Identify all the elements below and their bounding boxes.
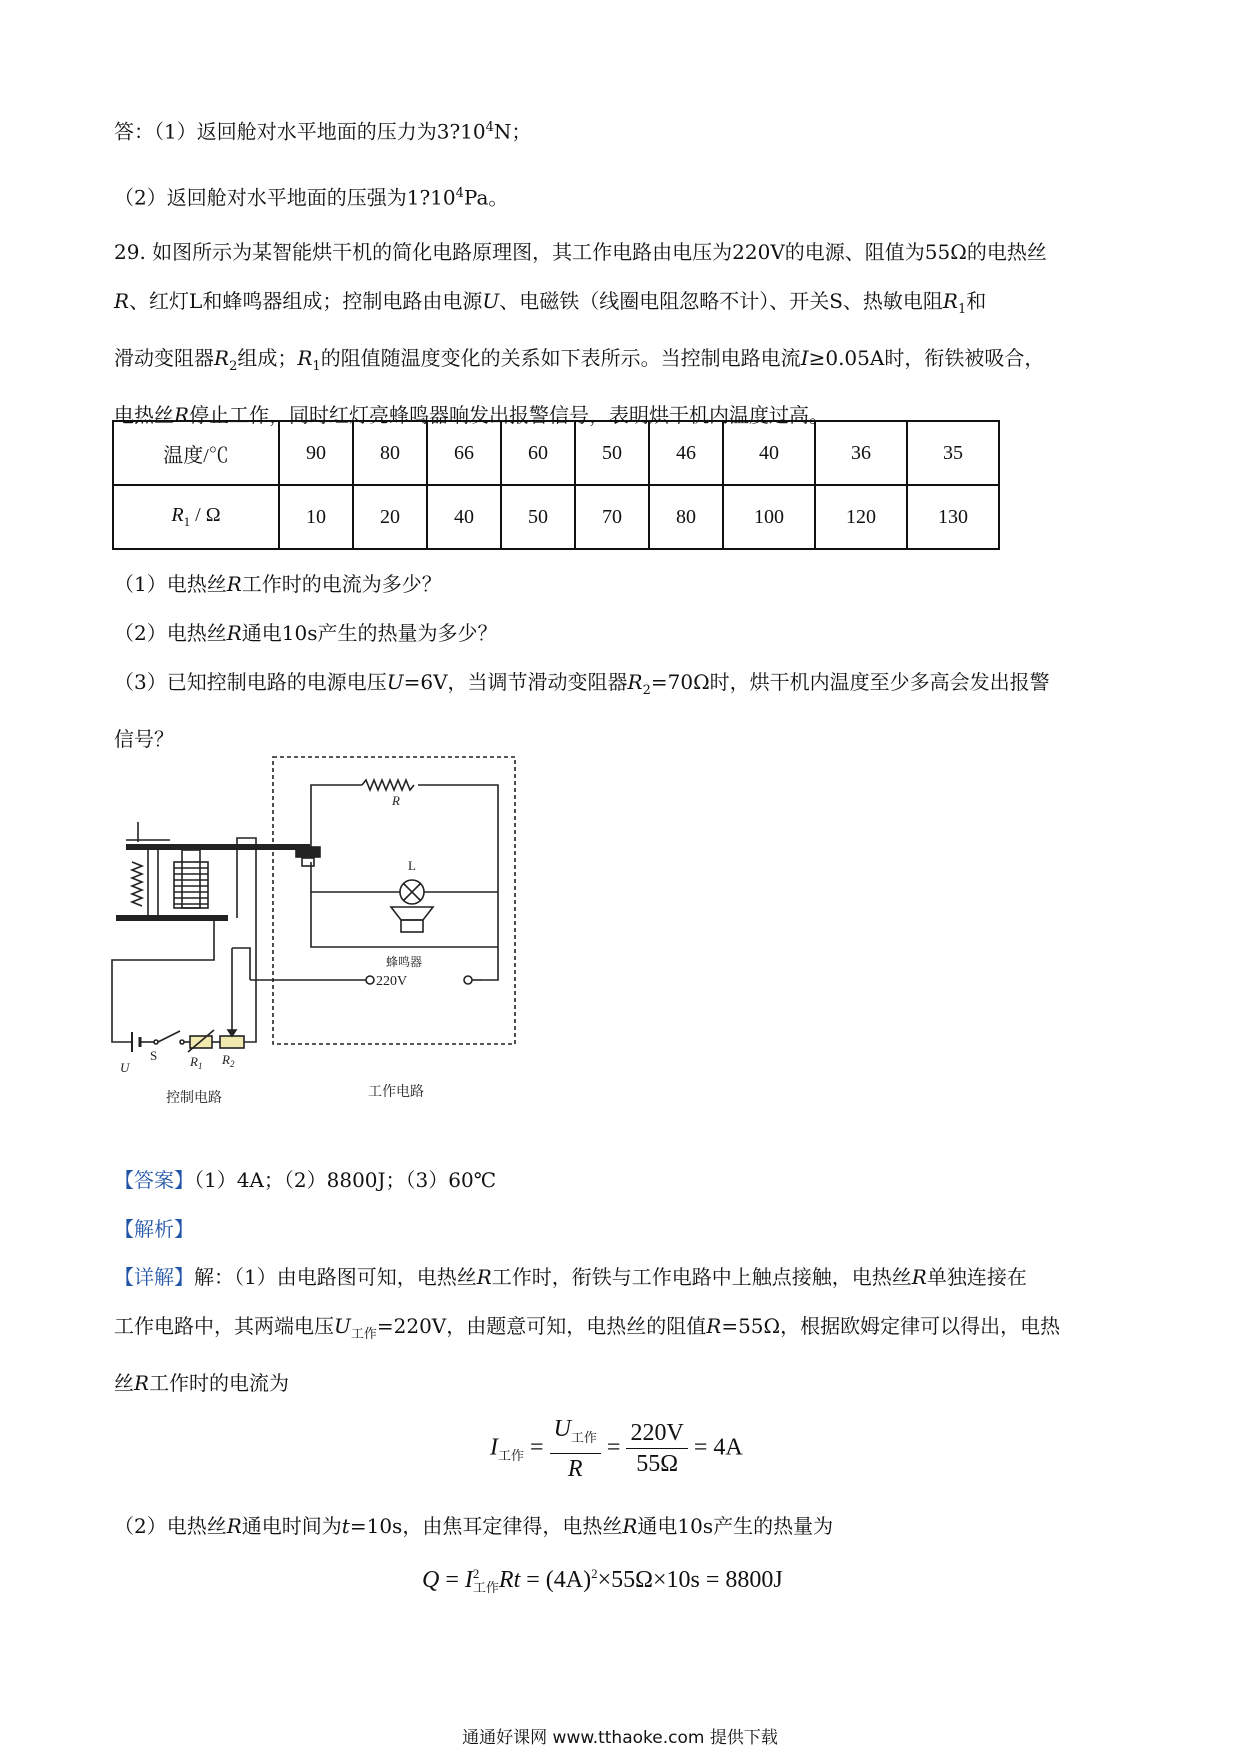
caption-control-circuit: 控制电路 [166,1090,222,1106]
label-u: U [120,1060,130,1075]
answer-tag: 【答案】 [114,1168,194,1192]
table-cell: 10 [279,485,353,549]
question-line-1: 29. 如图所示为某智能烘干机的简化电路原理图，其工作电路由电压为220V的电源、阻值为55Ω的电热丝 [114,240,1047,264]
table-cell: 50 [575,421,649,485]
label-s: S [150,1048,158,1063]
rheostat-r2-symbol [220,1036,244,1048]
table-cell: 70 [575,485,649,549]
question-line-3: 滑动变阻器$R_2$组成；$R_1$的阻值随温度变化的关系如下表所示。当控制电路电流I≥0.05A时，衔铁被吸合， [114,346,1045,374]
table-cell: 50 [501,485,575,549]
lower-contact [302,858,314,866]
question-29 [114,228,1124,440]
label-r1: $R_1$ [190,1054,203,1071]
resistor-r-symbol [362,780,414,790]
table-row-resistance [113,485,999,549]
label-220v: 220V [376,974,408,989]
detail-tag: 【详解】 [114,1265,194,1289]
analysis-tag: 【解析】 [114,1217,194,1241]
question-line-4: 电热丝R停止工作，同时红灯亮蜂鸣器响发出报警信号，表明烘干机内温度过高。 [114,403,830,427]
resistance-temperature-table [112,420,1000,550]
table-cell: 90 [279,421,353,485]
answer-line: 【答案】（1）4A；（2）8800J；（3）60℃ [114,1168,497,1192]
subquestion-3-cont: 信号？ [114,727,174,751]
prev-answer-2: （2）返回舱对水平地面的压强为$1?10^4Pa$。 [114,185,509,210]
prev-answer-1: 答：（1）返回舱对水平地面的压力为$3?10^4N$； [114,119,532,144]
label-r: R [392,793,400,808]
table-row-temperature [113,421,999,485]
equation-current: $I_{工作}$ = $\frac{U_{工作}}{R}$ = $\frac{220V}{55\Omega}$ = 4A [490,1416,743,1482]
table-cell: 36 [815,421,907,485]
label-r2: $R_2$ [222,1052,235,1069]
detail-part-2: （2）电热丝R通电时间为t=10s，由焦耳定律得，电热丝R通电10s产生的热量为 [114,1514,834,1538]
circuit-diagram [110,750,530,1110]
equation-heat: Q = I 2 工作 $Rt = (4A)^2\times 55\Omega\times 10s = 8800J$ [422,1566,783,1596]
subquestion-3: （3）已知控制电路的电源电压U=6V，当调节滑动变阻器$R_2=70\Omega$时，烘干机内温度至少多高会发出报警 [114,670,1050,698]
table-cell: 130 [907,485,999,549]
table-cell: 40 [723,421,815,485]
table-cell: 100 [723,485,815,549]
table-cell: 66 [427,421,501,485]
detail-paragraph: 【详解】解：（1）由电路图可知，电热丝R工作时，衔铁与工作电路中上触点接触，电热丝R单独连接在 工作电路中，其两端电压$U_{工作}=220V$，由题意可知，电热丝的阻值R=55Ω，根据欧姆定律可以得出，电热 丝R工作时的电流为 [114,1265,1061,1395]
subquestion-1: （1）电热丝R工作时的电流为多少？ [114,572,442,596]
subquestion-2: （2）电热丝R通电10s产生的热量为多少？ [114,621,498,645]
table-cell: 120 [815,485,907,549]
table-cell: 80 [649,485,723,549]
footer-text: 通通好课网 www.tthaoke.com 提供下载 [462,1728,778,1748]
table-header-resistance: $R_1$ / Ω [113,485,279,549]
spring-symbol [132,862,142,906]
caption-work-circuit: 工作电路 [368,1084,424,1100]
table-cell: 80 [353,421,427,485]
table-header-temperature: 温度/℃ [113,421,279,485]
analysis-line [114,1215,194,1243]
question-line-2: R、红灯L和蜂鸣器组成；控制电路由电源U、电磁铁（线圈电阻忽略不计）、开关S、热敏电阻$R_1$和 [114,289,987,317]
label-l: L [408,858,416,873]
table-cell: 35 [907,421,999,485]
table-cell: 60 [501,421,575,485]
subquestions [114,560,1124,764]
switch-s-symbol [158,1031,180,1042]
table-cell: 20 [353,485,427,549]
electromagnet-symbol [174,862,208,908]
label-buzzer: 蜂鸣器 [386,955,423,969]
table-cell: 40 [427,485,501,549]
table-cell: 46 [649,421,723,485]
buzzer-symbol [401,920,423,932]
